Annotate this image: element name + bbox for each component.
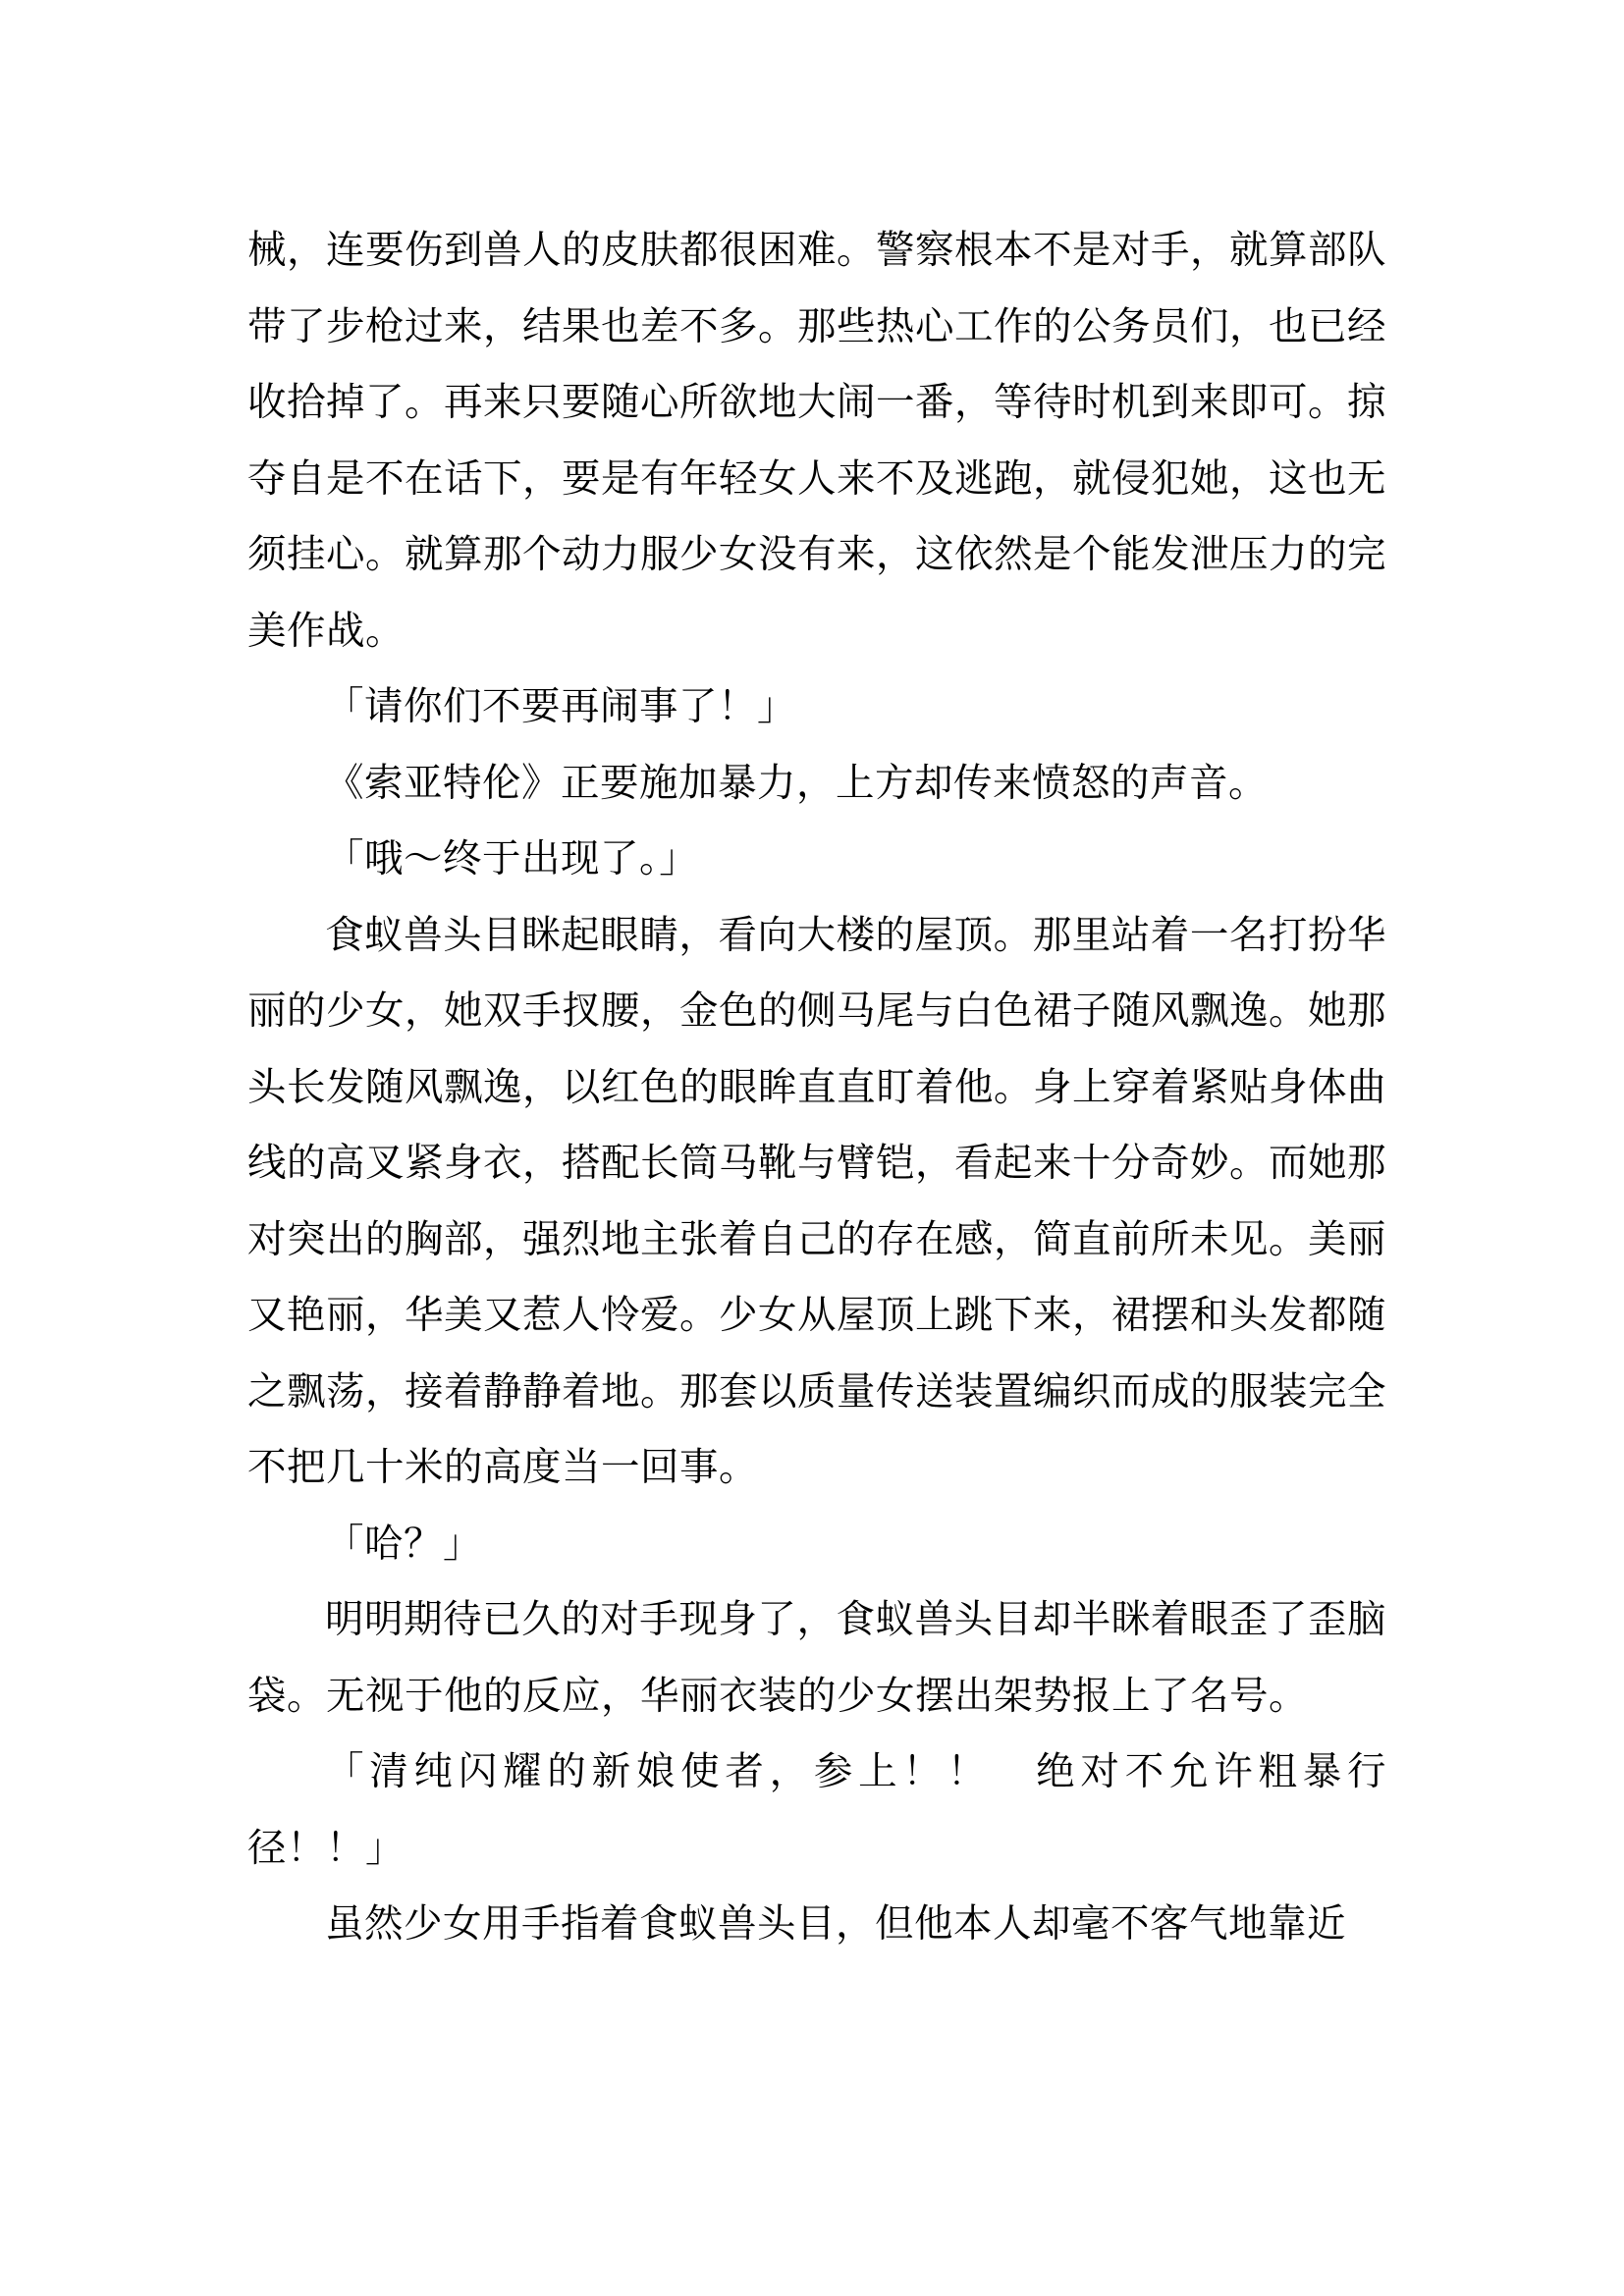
paragraph-dialogue: 「清纯闪耀的新娘使者，参上！！ 绝对不允许粗暴行径！！」 bbox=[247, 1749, 1386, 1871]
paragraph-dialogue: 「哈？」 bbox=[325, 1521, 482, 1567]
paragraph-dialogue: 「哦～终于出现了。」 bbox=[325, 836, 699, 881]
paragraph: 虽然少女用手指着食蚁兽头目，但他本人却毫不客气地靠近 bbox=[325, 1901, 1346, 1947]
paragraph-dialogue: 「请你们不要再闹事了！」 bbox=[325, 684, 796, 729]
paragraph: 《索亚特伦》正要施加暴力，上方却传来愤怒的声音。 bbox=[325, 760, 1268, 806]
paragraph: 食蚁兽头目眯起眼睛，看向大楼的屋顶。那里站着一名打扮华丽的少女，她双手扠腰，金色的侧马尾与白色裙子随风飘逸。她那头长发随风飘逸，以红色的眼眸直直盯着他。身上穿着紧贴身体曲线的高叉紧身衣，搭配长筒马靴与臂铠，看起来十分奇妙。而她那对突出的胸部，强烈地主张着自己的存在感，简直前所未见。美丽又艳丽，华美又惹人怜爱。少女从屋顶上跳下来，裙摆和头发都随之飘荡，接着静静着地。那套以质量传送装置编织而成的服装完全不把几十米的高度当一回事。 bbox=[247, 912, 1386, 1490]
paragraph-continued: 械，连要伤到兽人的皮肤都很困难。警察根本不是对手，就算部队带了步枪过来，结果也差不多。那些热心工作的公务员们，也已经收拾掉了。再来只要随心所欲地大闹一番，等待时机到来即可。掠夺自是不在话下，要是有年轻女人来不及逃跑，就侵犯她，这也无须挂心。就算那个动力服少女没有来，这依然是个能发泄压力的完美作战。 bbox=[247, 228, 1386, 654]
paragraph: 明明期待已久的对手现身了，食蚁兽头目却半眯着眼歪了歪脑袋。无视于他的反应，华丽衣装的少女摆出架势报上了名号。 bbox=[247, 1597, 1386, 1719]
body-text bbox=[247, 213, 1386, 1963]
